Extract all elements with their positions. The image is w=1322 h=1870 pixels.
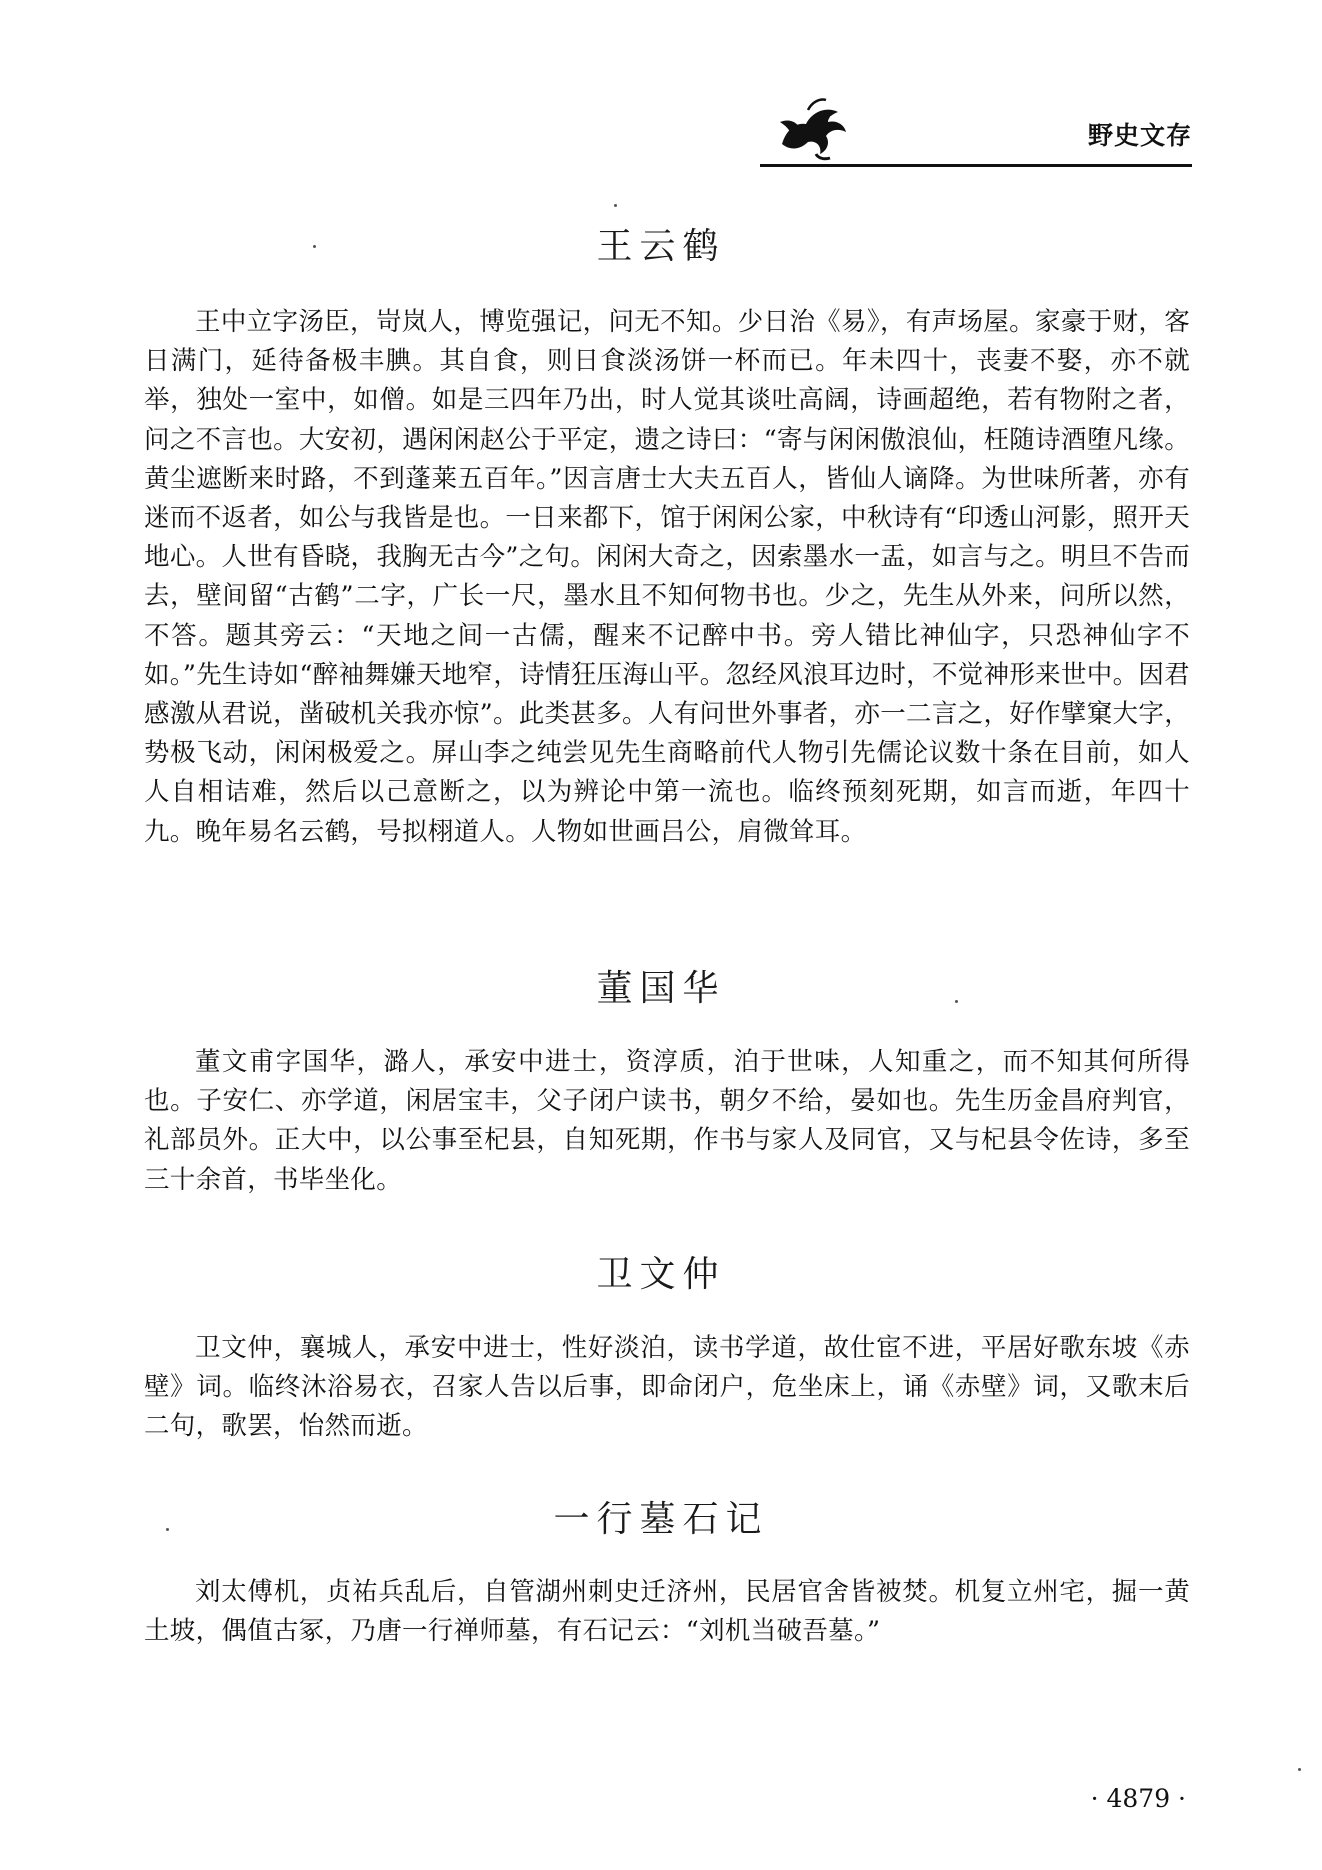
- section-body-2: 董文甫字国华，潞人，承安中进士，资淳质，泊于世味，人知重之，而不知其何所得也。子安仁、亦学道，闲居宝丰，父子闭户读书，朝夕不给，晏如也。先生历金昌府判官，礼部员外。正大中，以公事至杞县，自知死期，作书与家人及同官，又与杞县令佐诗，多至三十余首，书毕坐化。: [144, 1047, 1190, 1195]
- scan-speck: [614, 204, 617, 207]
- section-title-3: 卫文仲: [596, 1254, 726, 1295]
- scan-speck: [313, 245, 316, 248]
- section-body-4: 刘太傅机，贞祐兵乱后，自管湖州刺史迁济州，民居官舍皆被焚。机复立州宅，掘一黄土坡，偶值古冢，乃唐一行禅师墓，有石记云：“刘机当破吾墓。”: [144, 1577, 1190, 1647]
- scan-speck: [1298, 1768, 1301, 1771]
- section-title-4: 一行墓石记: [553, 1499, 769, 1540]
- scan-speck: [955, 1000, 958, 1003]
- section-body-3: 卫文仲，襄城人，承安中进士，性好淡泊，读书学道，故仕宦不进，平居好歌东坡《赤壁》词。临终沐浴易衣，召家人告以后事，即命闭户，危坐床上，诵《赤壁》词，又歌末后二句，歌罢，怡然而逝。: [144, 1333, 1190, 1442]
- scan-speck: [166, 1528, 169, 1531]
- page-number: · 4879 ·: [1090, 1784, 1186, 1813]
- section-title-2: 董国华: [596, 968, 726, 1009]
- running-header: [760, 92, 1192, 172]
- header-rule: [760, 164, 1192, 167]
- dragon-emblem-icon: [772, 92, 852, 162]
- section-title-1: 王云鹤: [596, 226, 726, 267]
- running-header-title: 野史文存: [1087, 121, 1192, 150]
- section-body-1: 王中立字汤臣，岢岚人，博览强记，问无不知。少日治《易》，有声场屋。家豪于财，客日满门，延待备极丰腆。其自食，则日食淡汤饼一杯而已。年未四十，丧妻不娶，亦不就举，独处一室中，如僧。如是三四年乃出，时人觉其谈吐高阔，诗画超绝，若有物附之者，问之不言也。大安初，遇闲闲赵公于平定，遗之诗曰：“寄与闲闲傲浪仙，枉随诗酒堕凡缘。黄尘遮断来时路，不到蓬莱五百年。”因言唐士大夫五百人，皆仙人谪降。为世味所著，亦有迷而不返者，如公与我皆是也。一日来都下，馆于闲闲公家，中秋诗有“印透山河影，照开天地心。人世有昏晓，我胸无古今”之句。闲闲大奇之，因索墨水一盂，如言与之。明旦不告而去，壁间留“古鹤”二字，广长一尺，墨水且不知何物书也。少之，先生从外来，问所以然，不答。题其旁云：“天地之间一古儒，醒来不记醉中书。旁人错比神仙字，只恐神仙字不如。”先生诗如“醉袖舞嫌天地窄，诗情狂压海山平。忽经风浪耳边时，不觉神形来世中。因君感激从君说，凿破机关我亦惊”。此类甚多。人有问世外事者，亦一二言之，好作擘窠大字，势极飞动，闲闲极爱之。屏山李之纯尝见先生商略前代人物引先儒论议数十条在目前，如人人自相诘难，然后以己意断之，以为辨论中第一流也。临终预刻死期，如言而逝，年四十九。晚年易名云鹤，号拟栩道人。人物如世画吕公，肩微耸耳。: [144, 307, 1190, 847]
